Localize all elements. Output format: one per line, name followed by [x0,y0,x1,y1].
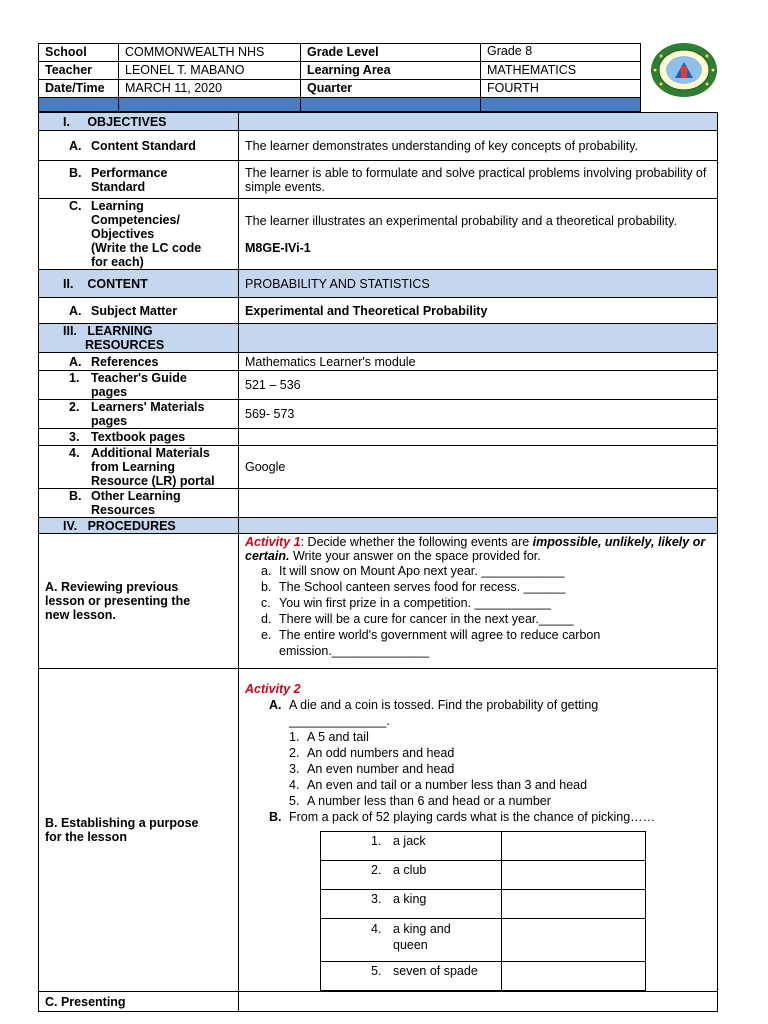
item-text: An odd numbers and head [307,746,455,760]
part-a-prompt [269,697,717,713]
other-resources-letter: B. [69,489,82,503]
activity-1-list [245,563,717,659]
date-time-label: Date/Time [39,80,119,98]
procedure-a-row [39,534,718,669]
references-row [39,353,718,371]
activity-2-title: Activity 2 [245,682,301,696]
card-number: 2. [371,863,382,877]
additional-materials-row [39,446,718,489]
content-standard-label: Content Standard [91,138,196,153]
quarter-label: Quarter [301,80,481,98]
list-item [261,595,717,611]
subject-matter-value: Experimental and Theoretical Probability [239,298,718,324]
card-text: a club [393,863,427,877]
references-value: Mathematics Learner's module [239,353,718,371]
card-text: seven of spade [393,964,478,978]
item-letter: e. [261,628,272,642]
part-b-letter: B. [269,810,282,824]
part-a-list [273,729,717,809]
content-heading: CONTENT [87,276,148,291]
textbook-label: Textbook pages [91,430,186,444]
procedure-b-label-1: B. Establishing a purpose [45,816,199,830]
procedure-a-label-3: new lesson. [45,608,116,622]
teachers-guide-number: 1. [69,371,80,385]
learners-materials-label-2: pages [91,414,128,428]
procedure-b-row [39,669,718,992]
teachers-guide-row [39,371,718,400]
list-item [261,563,717,579]
part-b-prompt [269,809,717,825]
procedure-c-label: C. Presenting [39,992,239,1012]
item-number: 5. [289,794,300,808]
resources-heading-row [39,324,718,353]
school-label: School [39,44,119,62]
procedure-a-label-2: lesson or presenting the [45,594,191,608]
competencies-row [39,199,718,270]
card-text: a king and [393,922,451,936]
item-letter: d. [261,612,272,626]
item-letter: b. [261,580,272,594]
date-time-value: MARCH 11, 2020 [119,80,301,98]
item-text: You win first prize in a competition. ___________ [279,596,551,610]
item-letter: c. [261,596,271,610]
subject-matter-row [39,298,718,324]
item-number: 3. [289,762,300,776]
item-text: A 5 and tail [307,730,369,744]
activity-1-emphasis: impossible, unlikely, likely or certain. [245,535,706,563]
resources-heading-2: RESOURCES [85,338,165,352]
learners-materials-label-1: Learners' Materials [91,400,205,414]
competencies-line-1: Learning [91,199,144,213]
part-a-letter: A. [269,698,282,712]
table-row [321,890,646,919]
table-row [321,919,646,962]
performance-standard-value: The learner is able to formulate and solve practical problems involving probability of simple events. [239,161,718,199]
competencies-letter: C. [69,199,82,213]
answer-cell[interactable] [502,919,646,962]
quarter-value: FOURTH [481,80,641,98]
item-text: The School canteen serves food for recess. ______ [279,580,566,594]
activity-1-instructions [245,535,717,563]
performance-standard-row [39,161,718,199]
textbook-pages [239,429,718,446]
competencies-line-5: for each) [91,255,144,269]
table-row [321,832,646,861]
item-letter: a. [261,564,272,578]
references-letter: A. [69,354,82,369]
item-text: An even and tail or a number less than 3 and head [307,778,588,792]
answer-cell[interactable] [502,890,646,919]
card-number: 4. [371,922,382,936]
procedures-heading-row [39,518,718,534]
list-item [289,777,717,793]
card-text-2: queen [393,938,428,952]
list-item [289,729,717,745]
list-item [261,627,717,659]
card-text: a king [393,892,427,906]
answer-cell[interactable] [502,962,646,991]
lesson-plan-table [38,112,718,1012]
competency-code: M8GE-IVi-1 [245,240,311,255]
grade-level-value: Grade 8 [481,44,641,62]
part-b-text: From a pack of 52 playing cards what is the chance of picking…… [289,810,656,824]
list-item [261,579,717,595]
objectives-number: I. [63,114,70,129]
header-blue-bar [39,98,641,112]
list-item [261,611,717,627]
item-text: The entire world's government will agree to reduce carbon emission.______________ [279,628,601,658]
competencies-line-2: Competencies/ [91,213,180,227]
learners-materials-pages: 569- 573 [239,400,718,429]
activity-1-instruction-text: : Decide whether the following events are [300,535,533,549]
learning-area-label: Learning Area [301,62,481,80]
procedure-b-label-2: for the lesson [45,830,127,844]
part-a-blank: ______________. [289,714,390,728]
card-number: 1. [371,834,382,848]
card-text: a jack [393,834,426,848]
content-heading-row [39,270,718,298]
item-text: There will be a cure for cancer in the next year._____ [279,612,574,626]
subject-matter-letter: A. [69,303,82,318]
additional-materials-number: 4. [69,446,80,460]
additional-materials-value: Google [239,446,718,489]
content-standard-row [39,131,718,161]
additional-materials-line-2: from Learning [91,460,176,474]
grade-level-label: Grade Level [301,44,481,62]
teachers-guide-label-2: pages [91,385,128,399]
resources-number: III. [63,324,77,338]
list-item [289,745,717,761]
learners-materials-row [39,400,718,429]
textbook-number: 3. [69,430,80,444]
objectives-heading: OBJECTIVES [87,114,167,129]
procedures-number: IV. [63,518,78,533]
resources-heading-1: LEARNING [87,324,153,338]
content-value: PROBABILITY AND STATISTICS [239,270,718,298]
other-resources-label-1: Other Learning [91,489,181,503]
answer-cell[interactable] [502,861,646,890]
activity-1-instruction-text-2: Write your answer on the space provided for. [289,549,541,563]
item-text: It will snow on Mount Apo next year. ____________ [279,564,565,578]
header-table [38,43,641,112]
card-number: 5. [371,964,382,978]
procedure-a-label-1: A. Reviewing previous [45,580,179,594]
part-a-text: A die and a coin is tossed. Find the probability of getting [289,698,599,712]
content-standard-value: The learner demonstrates understanding of key concepts of probability. [239,131,718,161]
additional-materials-line-3: Resource (LR) portal [91,474,215,488]
content-number: II. [63,276,74,291]
textbook-row [39,429,718,446]
table-row [321,861,646,890]
card-number: 3. [371,892,382,906]
item-number: 2. [289,746,300,760]
subject-matter-label: Subject Matter [91,303,178,318]
performance-standard-letter: B. [69,165,82,180]
teachers-guide-label-1: Teacher's Guide [91,371,187,385]
competencies-value: The learner illustrates an experimental probability and a theoretical probability. [245,213,677,228]
item-number: 4. [289,778,300,792]
procedure-c-row [39,992,718,1012]
activity-1-title: Activity 1 [245,535,301,549]
content-standard-letter: A. [69,138,82,153]
additional-materials-line-1: Additional Materials [91,446,210,460]
teachers-guide-pages: 521 – 536 [239,371,718,400]
objectives-heading-row [39,113,718,131]
item-number: 1. [289,730,300,744]
procedures-heading: PROCEDURES [87,518,176,533]
competencies-line-3: Objectives [91,227,155,241]
table-row [321,962,646,991]
competencies-line-4: (Write the LC code [91,241,202,255]
references-label: References [91,354,159,369]
performance-standard-label-2: Standard [91,179,146,194]
performance-standard-label-1: Performance [91,165,168,180]
teacher-label: Teacher [39,62,119,80]
learning-area-value: MATHEMATICS [481,62,641,80]
teacher-value: LEONEL T. MABANO [119,62,301,80]
item-text: An even number and head [307,762,455,776]
item-text: A number less than 6 and head or a number [307,794,551,808]
answer-cell[interactable] [502,832,646,861]
other-resources-label-2: Resources [91,503,155,517]
list-item [289,793,717,809]
other-resources-row [39,489,718,518]
school-seal-icon [649,42,719,98]
learners-materials-number: 2. [69,400,80,414]
other-resources-value [239,489,718,518]
cards-table [320,831,646,991]
list-item [289,761,717,777]
school-value: COMMONWEALTH NHS [119,44,301,62]
